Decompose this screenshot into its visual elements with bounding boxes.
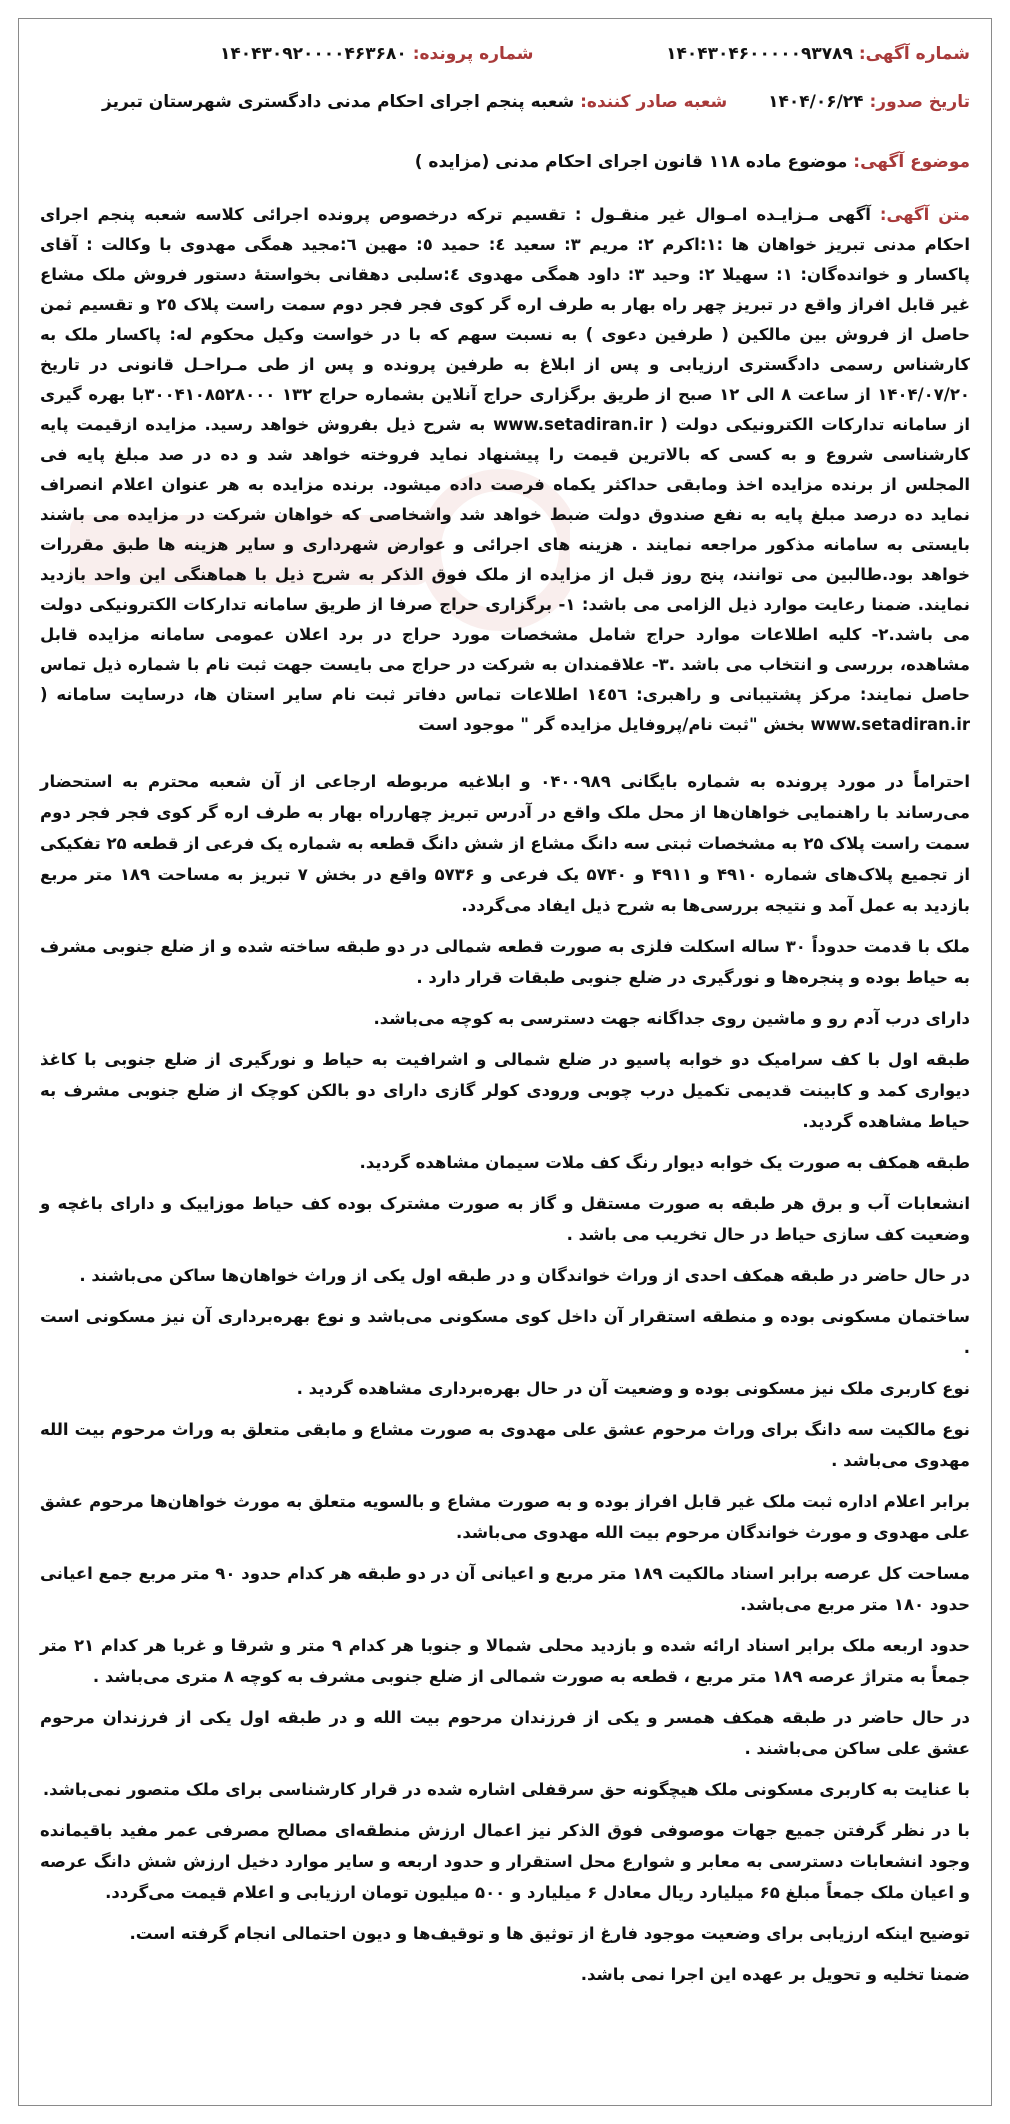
ad-number-row [666,44,970,64]
report-paragraph: توضیح اینکه ارزیابی برای وضعیت موجود فارغ از توثیق ها و توقیف‌ها و دیون احتمالی انجام گرفته است. [129,1924,970,1943]
report-paragraph: با عنایت به کاربری مسکونی ملک هیچگونه حق سرقفلی اشاره شده در قرار کارشناسی برای ملک متصور نمی‌باشد. [42,1780,970,1799]
report-paragraph: حدود اربعه ملک برابر اسناد ارائه شده و بازدید محلی شمالا و جنوبا هر کدام ۹ متر و شرقا و غربا هر کدام ۲۱ متر جمعاً به متراژ عرصه ۱۸۹ متر مربع ، قطعه به صورت شمالی از ضلع جنوبی مشرف به کوچه ۸ متری می‌باشد . [40,1636,970,1686]
issue-date-label: تاریخ صدور: [869,92,970,112]
issue-date-row [768,92,970,112]
issue-date: ۱۴۰۴/۰۶/۲۴ [768,92,864,112]
ad-text: آگهی مـزایـده امـوال غیر منقـول : تقسیم ترکه درخصوص پرونده اجرائی کلاسه شعبه پنجم اجرای احکام مدنی تبریز خواهان ها :۱:اکرم ۲: مریم ۳: سعید ٤: حمید ٥: مهین ٦:مجید همگی مهدوی با وکالت : آقای پاکسار و خوانده‌گان: ۱: سهیلا ۲: وحید ۳: داود همگی مهدوی ٤:سلبی دهقانی بخواستهٔ دستور فروش ملک مشاع غیر قابل افراز واقع در تبریز چهر راه بهار به طرف اره گر کوی فجر فجر دوم سمت راست پلاک ۲٥ و تقسیم ثمن حاصل از فروش بین مالکین ( طرفین دعوی ) به نسبت سهم که با در خواست وکیل محکوم له: پاکسار ملک به کارشناس رسمی دادگستری ارزیابی و پس از ابلاغ به طرفین پرونده و پس از طی مـراحـل قانونی در تاریخ ۱۴۰۴/۰۷/۲۰ از ساعت ۸ الی ۱۲ صبح از طریق برگزاری حراج آنلاین بشماره حراج ۱۳۲ ۳۰۰۴۱۰۸۵۲۸۰۰۰با بهره گیری از سامانه تدارکات الکترونیکی دولت ( www.setadiran.ir به شرح ذیل بفروش خواهد رسید. مزایده ازقیمت پایه کارشناسی شروع و به کسی که بالاترین قیمت را پیشنهاد نماید فروخته خواهد شد و ده در صد مبلغ پایه فی المجلس از برنده مزایده اخذ ومابقی حداکثر یکماه فرصت داده میشود. برنده مزایده به هر عنوان اعلام انصراف نماید ده درصد مبلغ پایه به نفع صندوق دولت ضبط خواهد شد واشخاصی که خواهان شرکت در مزایده می باشند بایستی به سامانه مذکور مراجعه نمایند . هزینه های اجرائی و عوارض شهرداری و سایر هزینه ها طبق مقررات خواهد بود.طالبین می توانند، پنج روز قبل از مزایده از ملک فوق الذکر به شرح ذیل با هماهنگی این واحد بازدید نمایند. ضمنا رعایت موارد ذیل الزامی می باشد: ۱- برگزاری حراج صرفا از طریق سامانه تدارکات الکترونیکی دولت می باشد.۲- کلیه اطلاعات موارد حراج شامل مشخصات مورد حراج در برد اعلان عمومی سامانه مزایده قابل مشاهده، بررسی و انتخاب می باشد .۳- علاقمندان به شرکت در حراج می بایست جهت ثبت نام با شماره ذیل تماس حاصل نمایند: مرکز پشتیبانی و راهبری: ۱٤٥٦ اطلاعات تماس دفاتر ثبت نام سایر استان ها، درسایت سامانه ( www.setadiran.ir بخش "ثبت نام/پروفایل مزایده گر " موجود است [40,205,971,734]
report-paragraph: در حال حاضر در طبقه همکف همسر و یکی از فرزندان مرحوم بیت الله و در طبقه اول یکی از فرزندان مرحوم عشق علی ساکن می‌باشند . [40,1708,970,1758]
ad-number-label: شماره آگهی: [858,44,970,64]
report-paragraph: نوع مالکیت سه دانگ برای وراث مرحوم عشق علی مهدوی به صورت مشاع و مابقی متعلق به وراث مرحوم بیت الله مهدوی می‌باشد . [40,1420,970,1470]
report-paragraph: نوع کاربری ملک نیز مسکونی بوده و وضعیت آن در حال بهره‌برداری مشاهده گردید . [296,1379,970,1398]
report-paragraph: با در نظر گرفتن جمیع جهات موصوفی فوق الذکر نیز اعمال ارزش منطقه‌ای مصالح مصرفی عمر مفید باقیمانده وجود انشعابات دسترسی به معابر و شوارع محل استقرار و حدود اربعه و سایر موارد دخیل ارزش شش دانگ عرصه و اعیان ملک جمعاً مبلغ ۶۵ میلیارد ریال معادل ۶ میلیارد و ۵۰۰ میلیون تومان ارزیابی و اعلام قیمت می‌گردد. [40,1821,970,1902]
report-paragraph: احتراماً در مورد پرونده به شماره بایگانی ۰۴۰۰۹۸۹ و ابلاغیه مربوطه ارجاعی از آن شعبه محترم به استحضار می‌رساند با راهنمایی خواهان‌ها از محل ملک واقع در آدرس تبریز چهارراه بهار به طرف اره گر کوی فجر فجر دوم سمت راست پلاک ۲۵ به مشخصات ثبتی سه دانگ مشاع از شش دانگ قطعه به شماره یک فرعی از قطعه ۲۵ تفکیکی از تجمیع پلاک‌های شماره ۴۹۱۰ و ۴۹۱۱ و ۵۷۴۰ یک فرعی و ۵۷۳۶ واقع در بخش ۷ تبریز به مساحت ۱۸۹ متر مربع بازدید به عمل آمد و نتیجه بررسی‌ها به شرح ذیل ایفاد می‌گردد. [40,772,971,915]
case-number-row [220,44,534,64]
issuer-label: شعبه صادر کننده: [580,92,728,112]
ad-text-label: متن آگهی: [879,205,970,224]
expert-report [40,766,970,2000]
case-number: ۱۴۰۴۳۰۹۲۰۰۰۰۴۶۳۶۸۰ [220,44,407,64]
subject-row [40,152,970,172]
issuer-row [102,92,727,112]
report-paragraph: طبقه همکف به صورت یک خوابه دیوار رنگ کف ملات سیمان مشاهده گردید. [359,1153,970,1172]
report-paragraph: دارای درب آدم رو و ماشین روی جداگانه جهت دسترسی به کوچه می‌باشد. [373,1009,970,1028]
report-paragraph: برابر اعلام اداره ثبت ملک غیر قابل افراز بوده و به صورت مشاع و بالسویه متعلق به مورث خواهان‌ها مرحوم عشق علی مهدوی و مورث خواندگان مرحوم بیت الله مهدوی می‌باشد. [40,1492,970,1542]
case-number-label: شماره پرونده: [412,44,534,64]
report-paragraph: ساختمان مسکونی بوده و منطقه استقرار آن داخل کوی مسکونی می‌باشد و نوع بهره‌برداری آن نیز مسکونی است . [40,1307,970,1357]
issuer: شعبه پنجم اجرای احکام مدنی دادگستری شهرستان تبریز [102,92,575,112]
report-paragraph: ملک با قدمت حدوداً ۳۰ ساله اسکلت فلزی به صورت قطعه شمالی در دو طبقه ساخته شده و از ضلع جنوبی مشرف به حیاط بوده و پنجره‌ها و نورگیری در ضلع جنوبی طبقات قرار دارد . [40,937,970,987]
report-paragraph: انشعابات آب و برق هر طبقه به صورت مستقل و گاز به صورت مشترک بوده کف حیاط موزاییک و دارای باغچه و وضعیت کف سازی حیاط در حال تخریب می باشد . [40,1194,970,1244]
subject-text: موضوع ماده ۱۱۸ قانون اجرای احکام مدنی (مزایده ) [414,152,848,172]
ad-number: ۱۴۰۴۳۰۴۶۰۰۰۰۰۹۳۷۸۹ [666,44,853,64]
report-paragraph: طبقه اول با کف سرامیک دو خوابه پاسیو در ضلع شمالی و اشرافیت به حیاط و نورگیری از ضلع جنوبی با کاغذ دیواری کمد و کابینت قدیمی تکمیل درب چوبی ورودی کولر گازی دارای دو بالکن کوچک از ضلع جنوبی مشرف به حیاط مشاهده گردید. [40,1050,970,1131]
report-paragraph: ضمنا تخلیه و تحویل بر عهده این اجرا نمی باشد. [580,1965,970,1984]
ad-text-block [40,200,970,740]
subject-label: موضوع آگهی: [853,152,970,172]
report-paragraph: در حال حاضر در طبقه همکف احدی از وراث خواندگان و در طبقه اول یکی از وراث خواهان‌ها ساکن می‌باشند . [79,1266,970,1285]
report-paragraph: مساحت کل عرصه برابر اسناد مالکیت ۱۸۹ متر مربع و اعیانی آن در دو طبقه هر کدام حدود ۹۰ متر مربع جمع اعیانی حدود ۱۸۰ متر مربع می‌باشد. [40,1564,970,1614]
